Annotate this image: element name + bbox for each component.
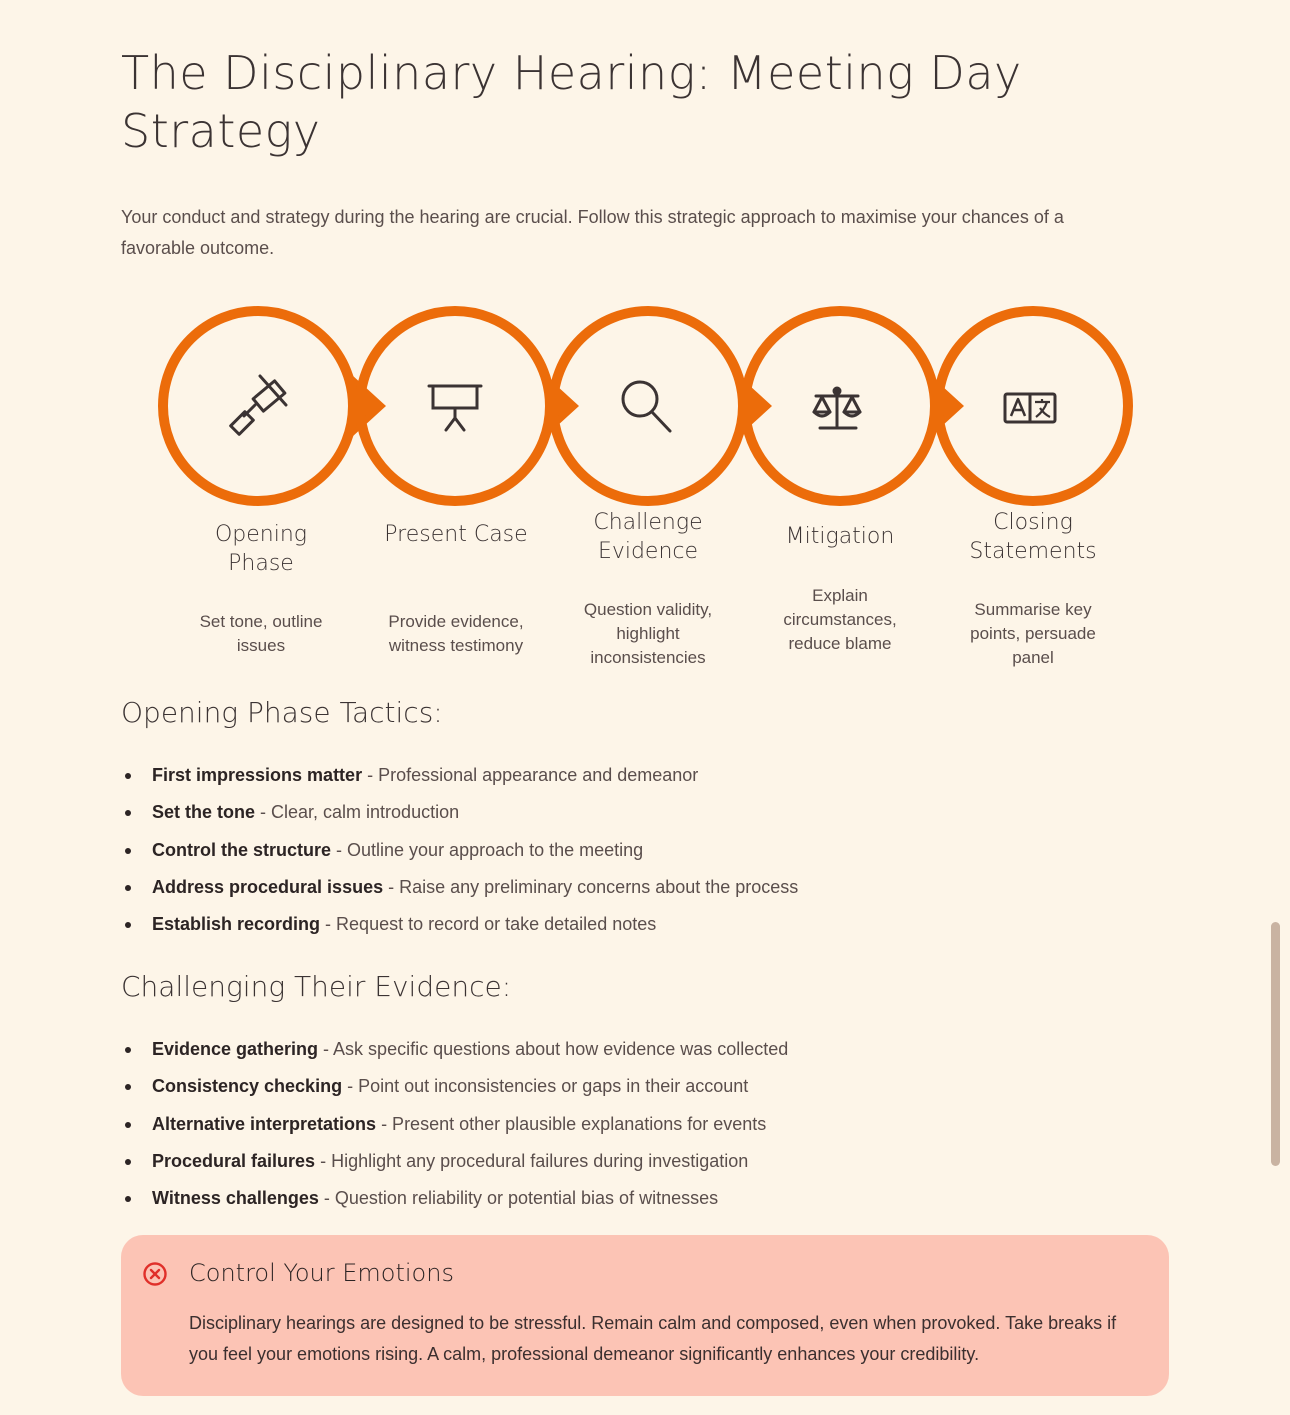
process-flow [0, 300, 1290, 680]
list-item [121, 1185, 1021, 1222]
step-title-2: Present Case [384, 522, 528, 547]
step-title-3: Challenge Evidence [593, 510, 703, 564]
list-item-text: - Request to record or take detailed notes [320, 914, 657, 935]
list-item-label: Alternative interpretations [152, 1113, 377, 1134]
alert-text: Disciplinary hearings are designed to be stressful. Remain calm and composed, even when provoked. Take breaks if you feel your emotions rising. A calm, professional demeanor significantly enhances your credibility. [189, 1313, 1117, 1364]
list-item-label: Address procedural issues [152, 876, 384, 897]
step-desc-1: Set tone, outline issues [199, 612, 323, 655]
scrollbar-thumb[interactable] [1271, 922, 1280, 1166]
scales-icon [814, 388, 860, 428]
list-item [121, 762, 1021, 799]
list-item [121, 911, 1021, 948]
step-title-1: Opening Phase [214, 522, 308, 576]
intro-text: Your conduct and strategy during the hearing are crucial. Follow this strategic approach to maximise your chances of a favorable outcome. [121, 207, 1064, 258]
list-item-text: - Professional appearance and demeanor [362, 765, 699, 785]
list-item [121, 837, 1021, 874]
step-ring-2 [360, 311, 550, 501]
list-item-label: Control the structure [152, 839, 332, 860]
step-ring-4 [745, 311, 935, 501]
gavel-icon [231, 376, 286, 434]
page-title: The Disciplinary Hearing: Meeting Day Strategy [121, 46, 1022, 158]
step-desc-4: Explain circumstances, reduce blame [783, 586, 897, 653]
list-item-label: Set the tone [152, 802, 256, 823]
list-item [121, 799, 1021, 836]
magnifier-icon [623, 382, 670, 431]
step-ring-3 [553, 311, 743, 501]
list-item-label: Witness challenges [152, 1188, 319, 1209]
step-desc-5: Summarise key points, persuade panel [970, 600, 1096, 667]
challenging-evidence-list [121, 1036, 1021, 1222]
alert-title: Control Your Emotions [189, 1259, 454, 1287]
list-item-text: - Outline your approach to the meeting [331, 839, 644, 860]
list-item-label: Establish recording [152, 914, 321, 935]
list-item-label: Evidence gathering [152, 1039, 319, 1059]
step-title-5: Closing Statements [969, 510, 1097, 564]
list-item-text: - Question reliability or potential bias of witnesses [318, 1188, 719, 1209]
list-item-text: - Raise any preliminary concerns about the process [383, 876, 799, 897]
list-item [121, 1036, 1021, 1073]
list-item-label: First impressions matter [152, 765, 363, 785]
list-item-text: - Point out inconsistencies or gaps in their account [342, 1076, 749, 1097]
list-item-label: Consistency checking [152, 1076, 343, 1097]
list-item-text: - Clear, calm introduction [255, 802, 460, 823]
list-item [121, 1148, 1021, 1185]
step-desc-3: Question validity, highlight inconsistencies [583, 600, 713, 667]
close-circle-icon [142, 1261, 168, 1287]
list-item-label: Procedural failures [152, 1150, 316, 1171]
process-flow-graphic [0, 300, 1290, 540]
list-item-text: - Present other plausible explanations for events [376, 1113, 767, 1134]
opening-tactics-list [121, 762, 1021, 948]
emotions-alert [121, 1235, 1169, 1396]
list-item [121, 1073, 1021, 1110]
list-item [121, 1111, 1021, 1148]
list-item-text: - Ask specific questions about how evidence was collected [318, 1039, 789, 1059]
presentation-board-icon [429, 386, 481, 430]
list-item-text: - Highlight any procedural failures during investigation [315, 1150, 749, 1171]
challenging-evidence-heading: Challenging Their Evidence: [121, 970, 512, 1003]
step-ring-5 [938, 311, 1128, 501]
translate-icon [1005, 394, 1055, 422]
step-desc-2: Provide evidence, witness testimony [388, 612, 524, 655]
step-title-4: Mitigation [785, 524, 895, 549]
opening-tactics-heading: Opening Phase Tactics: [121, 696, 443, 729]
list-item [121, 874, 1021, 911]
